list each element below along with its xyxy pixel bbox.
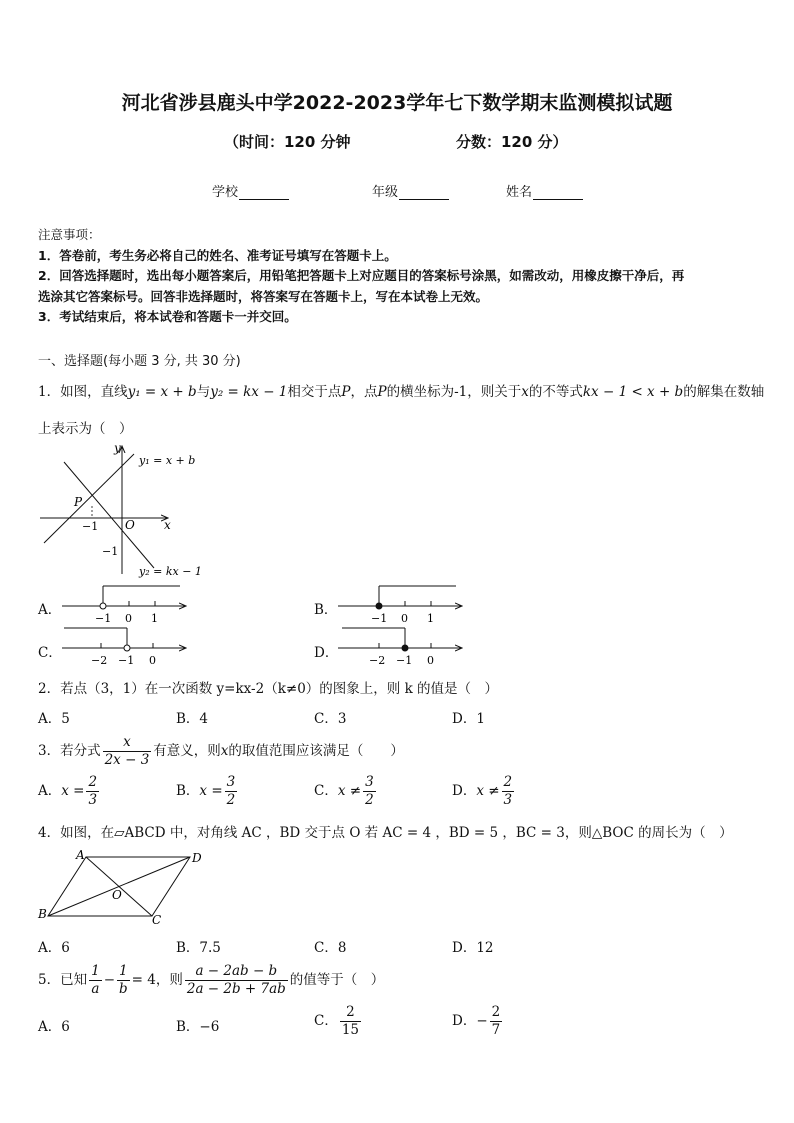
exam-time: （时间：120 分钟 — [224, 133, 351, 151]
q4-parallelogram — [36, 844, 216, 928]
open-dot — [124, 645, 130, 651]
tick-label: −1 — [118, 654, 135, 667]
tick-label: 0 — [125, 612, 132, 625]
school-blank — [239, 187, 289, 200]
notice-heading: 注意事项： — [38, 227, 101, 242]
q3-option-a[interactable]: A．x = $\frac{2}{3}$ — [38, 774, 98, 808]
closed-dot — [402, 645, 408, 651]
q1-text: 1．如图，直线 — [38, 384, 128, 400]
origin-label: O — [125, 518, 135, 532]
q3-fraction: $\frac{x}{2x - 3}$ — [104, 734, 150, 768]
q5-target-fraction: $\frac{a - 2ab - b}{2a - 2b + 7ab}$ — [186, 963, 286, 997]
line-y2-label: y₂ = kx − 1 — [139, 565, 202, 578]
tick-label: −2 — [369, 654, 386, 667]
y-tick-minus-1: −1 — [102, 545, 119, 558]
tick-label: 1 — [151, 612, 158, 625]
q1-point-p: P — [341, 384, 351, 400]
tick-label: −1 — [95, 612, 112, 625]
q1-text: 的不等式 — [528, 384, 583, 400]
q2-option-b[interactable]: B．4 — [176, 711, 209, 727]
q1-text: 与 — [196, 384, 211, 400]
name-blank — [533, 187, 583, 200]
point-o-label: O — [112, 888, 122, 902]
q1-option-b-numberline[interactable] — [334, 582, 469, 626]
q3-option-d[interactable]: D．x ≠ $\frac{2}{3}$ — [452, 774, 513, 808]
school-label: 学校 — [212, 185, 239, 200]
q3-var: x — [220, 743, 229, 759]
q1-option-a-label[interactable]: A． — [38, 602, 62, 618]
q4-option-c[interactable]: C．8 — [314, 940, 347, 956]
q1-y2-expr: y₂ = kx − 1 — [210, 384, 288, 400]
q1-point-p: P — [377, 384, 387, 400]
notice-item-2a: 2．回答选择题时，选出每小题答案后，用铅笔把答题卡上对应题目的答案标号涂黑，如需改动，用橡皮擦干净后，再 — [38, 268, 685, 283]
q3-option-b[interactable]: B．x = $\frac{3}{2}$ — [176, 774, 236, 808]
exam-score: 分数：120 分） — [456, 133, 568, 151]
q3-text: 的取值范围应该满足（ ） — [228, 743, 404, 759]
q1-option-c-label[interactable]: C． — [38, 645, 62, 661]
q5-option-c[interactable]: C． $\frac{2}{15}$ — [314, 1004, 360, 1038]
notice-item-1: 1．答卷前，考生务必将自己的姓名、准考证号填写在答题卡上。 — [38, 248, 397, 263]
page-title: 河北省涉县鹿头中学2022-2023学年七下数学期末监测模拟试题 — [121, 92, 673, 114]
q1-option-d-numberline[interactable] — [334, 624, 469, 668]
tick-label: −1 — [371, 612, 388, 625]
tick-label: −1 — [396, 654, 413, 667]
open-dot — [100, 603, 106, 609]
q2-option-d[interactable]: D．1 — [452, 711, 485, 727]
q1-option-b-label[interactable]: B． — [314, 602, 338, 618]
q5-option-a[interactable]: A．6 — [38, 1019, 70, 1035]
section-heading: 一、选择题(每小题 3 分, 共 30 分) — [38, 354, 241, 369]
q1-text: 相交于点 — [287, 384, 342, 400]
q1-text: 的解集在数轴 — [683, 384, 765, 400]
q5-option-b[interactable]: B．−6 — [176, 1019, 220, 1035]
x-axis-label: x — [164, 518, 171, 532]
grade-blank — [399, 187, 449, 200]
name-field — [506, 181, 583, 200]
q1-text: 的横坐标为-1，则关于 — [386, 384, 522, 400]
question-5: 5．已知 $\frac{1}{a}$ − $\frac{1}{b}$ = 4，则 $\frac{a - 2ab - b}{2a - 2b + 7ab}$ 的值等于（ ） — [38, 963, 385, 997]
tick-label: 0 — [401, 612, 408, 625]
q3-text: 有意义，则 — [153, 743, 221, 759]
notice-item-2b: 选涂其它答案标号。回答非选择题时，将答案写在答题卡上，写在本试卷上无效。 — [38, 289, 489, 304]
q3-option-c[interactable]: C．x ≠ $\frac{3}{2}$ — [314, 774, 374, 808]
q5-text: 5．已知 — [38, 972, 88, 988]
y-axis-label: y — [114, 441, 121, 455]
question-1-line-1 — [38, 380, 764, 400]
tick-label: 0 — [427, 654, 434, 667]
q1-option-d-label[interactable]: D． — [314, 645, 339, 661]
vertex-d-label: D — [192, 851, 202, 865]
line-y1-label: y₁ = x + b — [139, 454, 196, 467]
name-label: 姓名 — [506, 185, 533, 200]
vertex-b-label: B — [38, 907, 47, 921]
grade-label: 年级 — [372, 185, 399, 200]
vertex-a-label: A — [76, 848, 85, 862]
q3-text: 3．若分式 — [38, 743, 101, 759]
point-p-label: P — [74, 495, 83, 509]
question-1-line-2: 上表示为（ ） — [38, 421, 133, 437]
question-2: 2．若点（3，1）在一次函数 y=kx-2（k≠0）的图象上，则 k 的值是（ ） — [38, 681, 499, 697]
vertex-c-label: C — [152, 913, 162, 927]
q1-option-a-numberline[interactable] — [58, 582, 193, 626]
q1-y1-expr: y₁ = x + b — [127, 384, 197, 400]
q1-inequality: kx − 1 < x + b — [582, 384, 684, 400]
x-tick-minus-1: −1 — [82, 520, 99, 533]
q1-graph — [36, 440, 216, 580]
q2-option-c[interactable]: C．3 — [314, 711, 347, 727]
q1-option-c-numberline[interactable] — [58, 624, 193, 668]
grade-field — [372, 181, 449, 200]
q4-option-b[interactable]: B．7.5 — [176, 940, 221, 956]
tick-label: 1 — [427, 612, 434, 625]
closed-dot — [376, 603, 382, 609]
diagonal-bd — [48, 857, 190, 916]
q1-text: ，点 — [350, 384, 378, 400]
q2-option-a[interactable]: A．5 — [38, 711, 70, 727]
q1-var-x: x — [521, 384, 529, 400]
question-3 — [38, 734, 404, 769]
tick-label: 0 — [149, 654, 156, 667]
q4-option-a[interactable]: A．6 — [38, 940, 70, 956]
q4-option-d[interactable]: D．12 — [452, 940, 494, 956]
q5-text: 的值等于（ ） — [289, 972, 385, 988]
tick-label: −2 — [91, 654, 108, 667]
notice-item-3: 3．考试结束后，将本试卷和答题卡一并交回。 — [38, 309, 297, 324]
q5-option-d[interactable]: D．− $\frac{2}{7}$ — [452, 1004, 501, 1038]
question-4: 4．如图，在▱ABCD 中，对角线 AC ，BD 交于点 O 若 AC = 4 ，BD = 5 ，BC = 3，则△BOC 的周长为（ ） — [38, 825, 733, 841]
school-field — [212, 181, 289, 200]
